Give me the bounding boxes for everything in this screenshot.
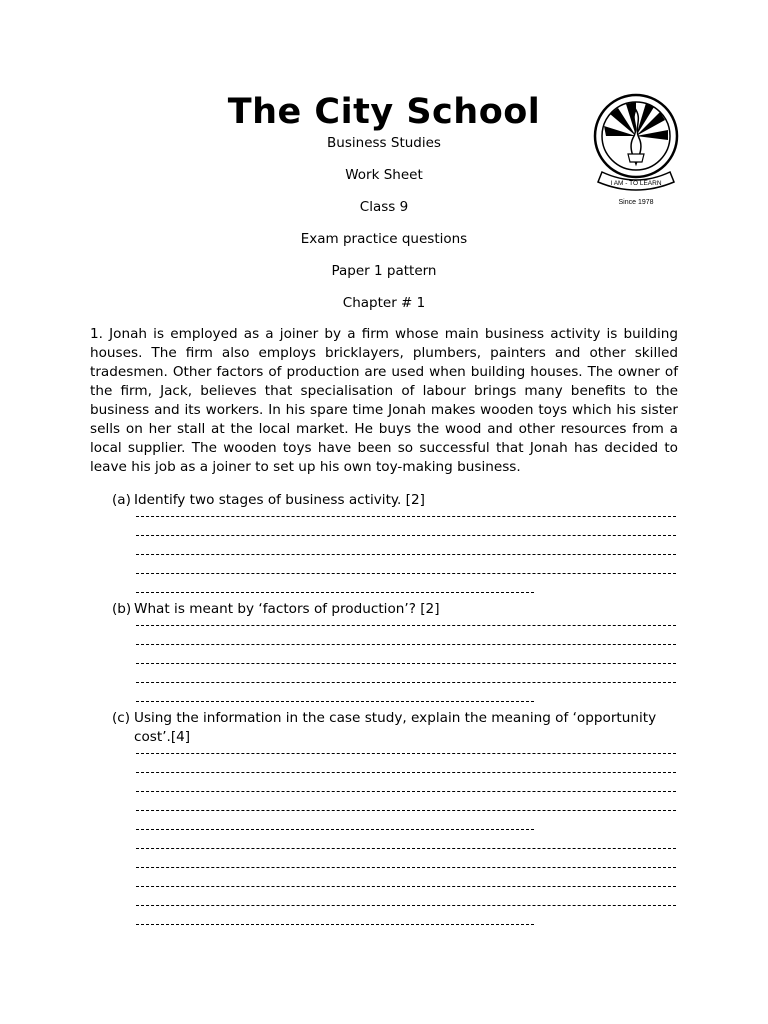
answer-line[interactable] bbox=[136, 524, 676, 543]
question-a-text: Identify two stages of business activity. [2] bbox=[134, 492, 425, 508]
answer-line[interactable] bbox=[136, 761, 676, 780]
question-b-label: (b) bbox=[112, 601, 132, 617]
answer-lines-c[interactable] bbox=[136, 742, 676, 932]
answer-line[interactable] bbox=[136, 581, 676, 600]
school-name: The City School bbox=[227, 92, 541, 132]
answer-line[interactable] bbox=[136, 614, 676, 633]
answer-line[interactable] bbox=[136, 690, 676, 709]
answer-line[interactable] bbox=[136, 543, 676, 562]
answer-line[interactable] bbox=[136, 799, 676, 818]
answer-lines-a[interactable] bbox=[136, 505, 676, 600]
answer-line[interactable] bbox=[136, 818, 676, 837]
answer-lines-b[interactable] bbox=[136, 614, 676, 709]
answer-line[interactable] bbox=[136, 856, 676, 875]
answer-line[interactable] bbox=[136, 652, 676, 671]
answer-line[interactable] bbox=[136, 562, 676, 581]
question-a-label: (a) bbox=[112, 492, 131, 508]
answer-line[interactable] bbox=[136, 894, 676, 913]
answer-line[interactable] bbox=[136, 742, 676, 761]
doc-type: Work Sheet bbox=[345, 167, 423, 183]
chapter: Chapter # 1 bbox=[342, 295, 426, 311]
answer-line[interactable] bbox=[136, 671, 676, 690]
logo-since: Since 1978 bbox=[618, 199, 654, 206]
paper-pattern: Paper 1 pattern bbox=[331, 263, 437, 279]
answer-line[interactable] bbox=[136, 875, 676, 894]
case-study-paragraph: 1. Jonah is employed as a joiner by a firm whose main business activity is building houses. The firm also employs bricklayers, plumbers, painters and other skilled tradesmen. Other factors of production are used when building houses. The owner of the firm, Jack, believes that specialisation of labour brings many benefits to the business and its workers. In his spare time Jonah makes wooden toys which his sister sells on her stall at the local market. He buys the wood and other resources from a local supplier. The wooden toys have been so successful that Jonah has decided to leave his job as a joiner to set up his own toy-making business. bbox=[90, 326, 678, 475]
question-c-text: Using the information in the case study, explain the meaning of ‘opportunity cost’.[4] bbox=[134, 710, 657, 745]
question-c-label: (c) bbox=[112, 710, 131, 726]
answer-line[interactable] bbox=[136, 837, 676, 856]
school-logo bbox=[590, 92, 682, 210]
class-level: Class 9 bbox=[359, 199, 409, 215]
answer-line[interactable] bbox=[136, 780, 676, 799]
answer-line[interactable] bbox=[136, 913, 676, 932]
answer-line[interactable] bbox=[136, 505, 676, 524]
subject: Business Studies bbox=[327, 135, 441, 151]
question-b-text: What is meant by ‘factors of production’? [2] bbox=[134, 601, 440, 617]
logo-motto: I AM - TO LEARN bbox=[610, 180, 662, 187]
purpose: Exam practice questions bbox=[300, 231, 468, 247]
answer-line[interactable] bbox=[136, 633, 676, 652]
